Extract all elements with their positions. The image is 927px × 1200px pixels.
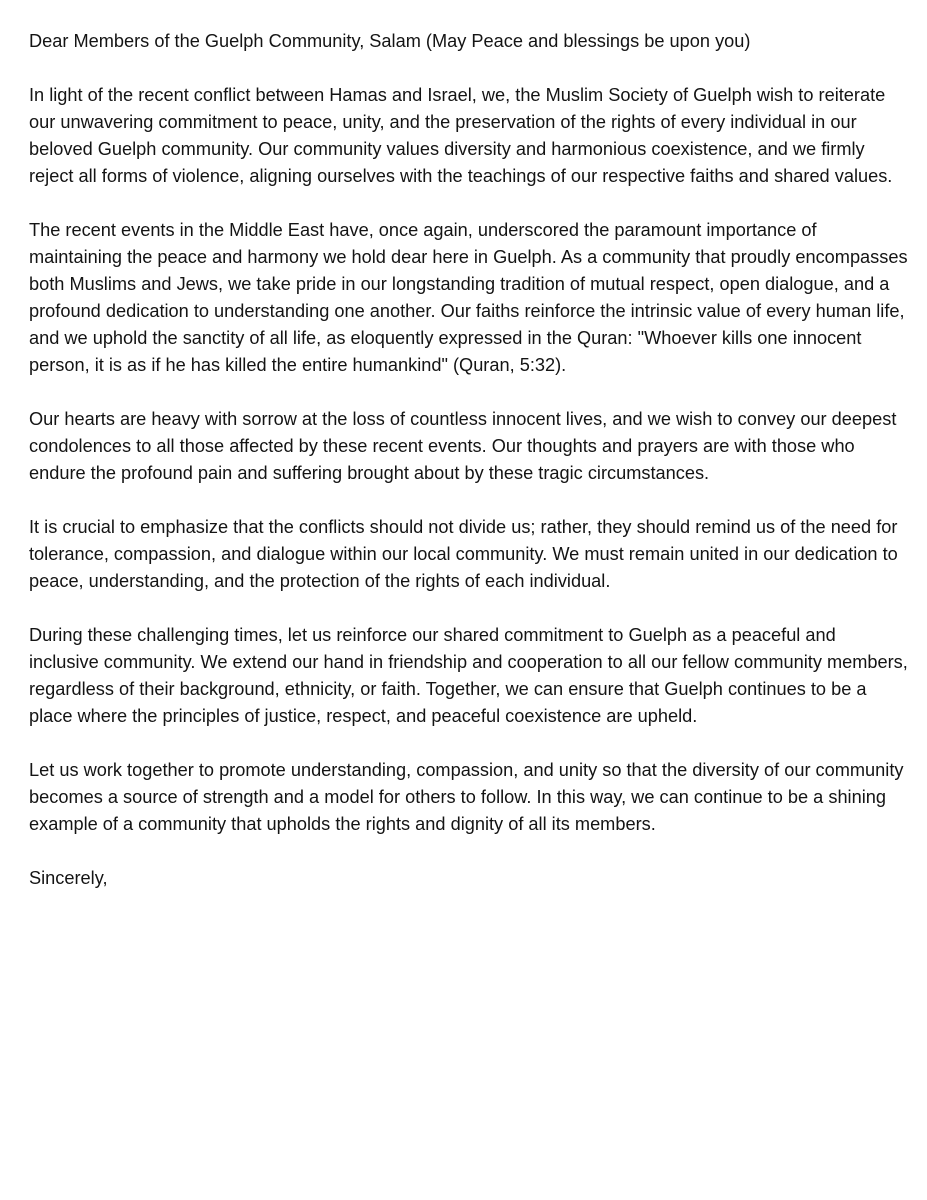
- closing: Sincerely,: [29, 868, 108, 888]
- greeting: Dear Members of the Guelph Community, Salam (May Peace and blessings be upon you): [29, 31, 751, 51]
- paragraph-1: In light of the recent conflict between Hamas and Israel, we, the Muslim Society of Guelph wish to reiterate our unwavering commitment to peace, unity, and the preservation of the rights of every individual in our beloved Guelph community. Our community values diversity and harmonious coexistence, and we firmly reject all forms of violence, aligning ourselves with the teachings of our respective faiths and shared values.: [29, 85, 893, 186]
- paragraph-3: Our hearts are heavy with sorrow at the loss of countless innocent lives, and we wish to convey our deepest condolences to all those affected by these recent events. Our thoughts and prayers are with those who endure the profound pain and suffering brought about by these tragic circumstances.: [29, 409, 897, 483]
- paragraph-5: During these challenging times, let us reinforce our shared commitment to Guelph as a peaceful and inclusive community. We extend our hand in friendship and cooperation to all our fellow community members, regardless of their background, ethnicity, or faith. Together, we can ensure that Guelph continues to be a place where the principles of justice, respect, and peaceful coexistence are upheld.: [29, 625, 908, 726]
- paragraph-4: It is crucial to emphasize that the conflicts should not divide us; rather, they should remind us of the need for tolerance, compassion, and dialogue within our local community. We must remain united in our dedication to peace, understanding, and the protection of the rights of each individual.: [29, 517, 898, 591]
- paragraph-2: The recent events in the Middle East have, once again, underscored the paramount importance of maintaining the peace and harmony we hold dear here in Guelph. As a community that proudly encompasses both Muslims and Jews, we take pride in our longstanding tradition of mutual respect, open dialogue, and a profound dedication to understanding one another. Our faiths reinforce the intrinsic value of every human life, and we uphold the sanctity of all life, as eloquently expressed in the Quran: "Whoever kills one innocent person, it is as if he has killed the entire humankind" (Quran, 5:32).: [29, 220, 908, 375]
- letter-body: [29, 28, 909, 919]
- paragraph-6: Let us work together to promote understanding, compassion, and unity so that the diversity of our community becomes a source of strength and a model for others to follow. In this way, we can continue to be a shining example of a community that upholds the rights and dignity of all its members.: [29, 760, 904, 834]
